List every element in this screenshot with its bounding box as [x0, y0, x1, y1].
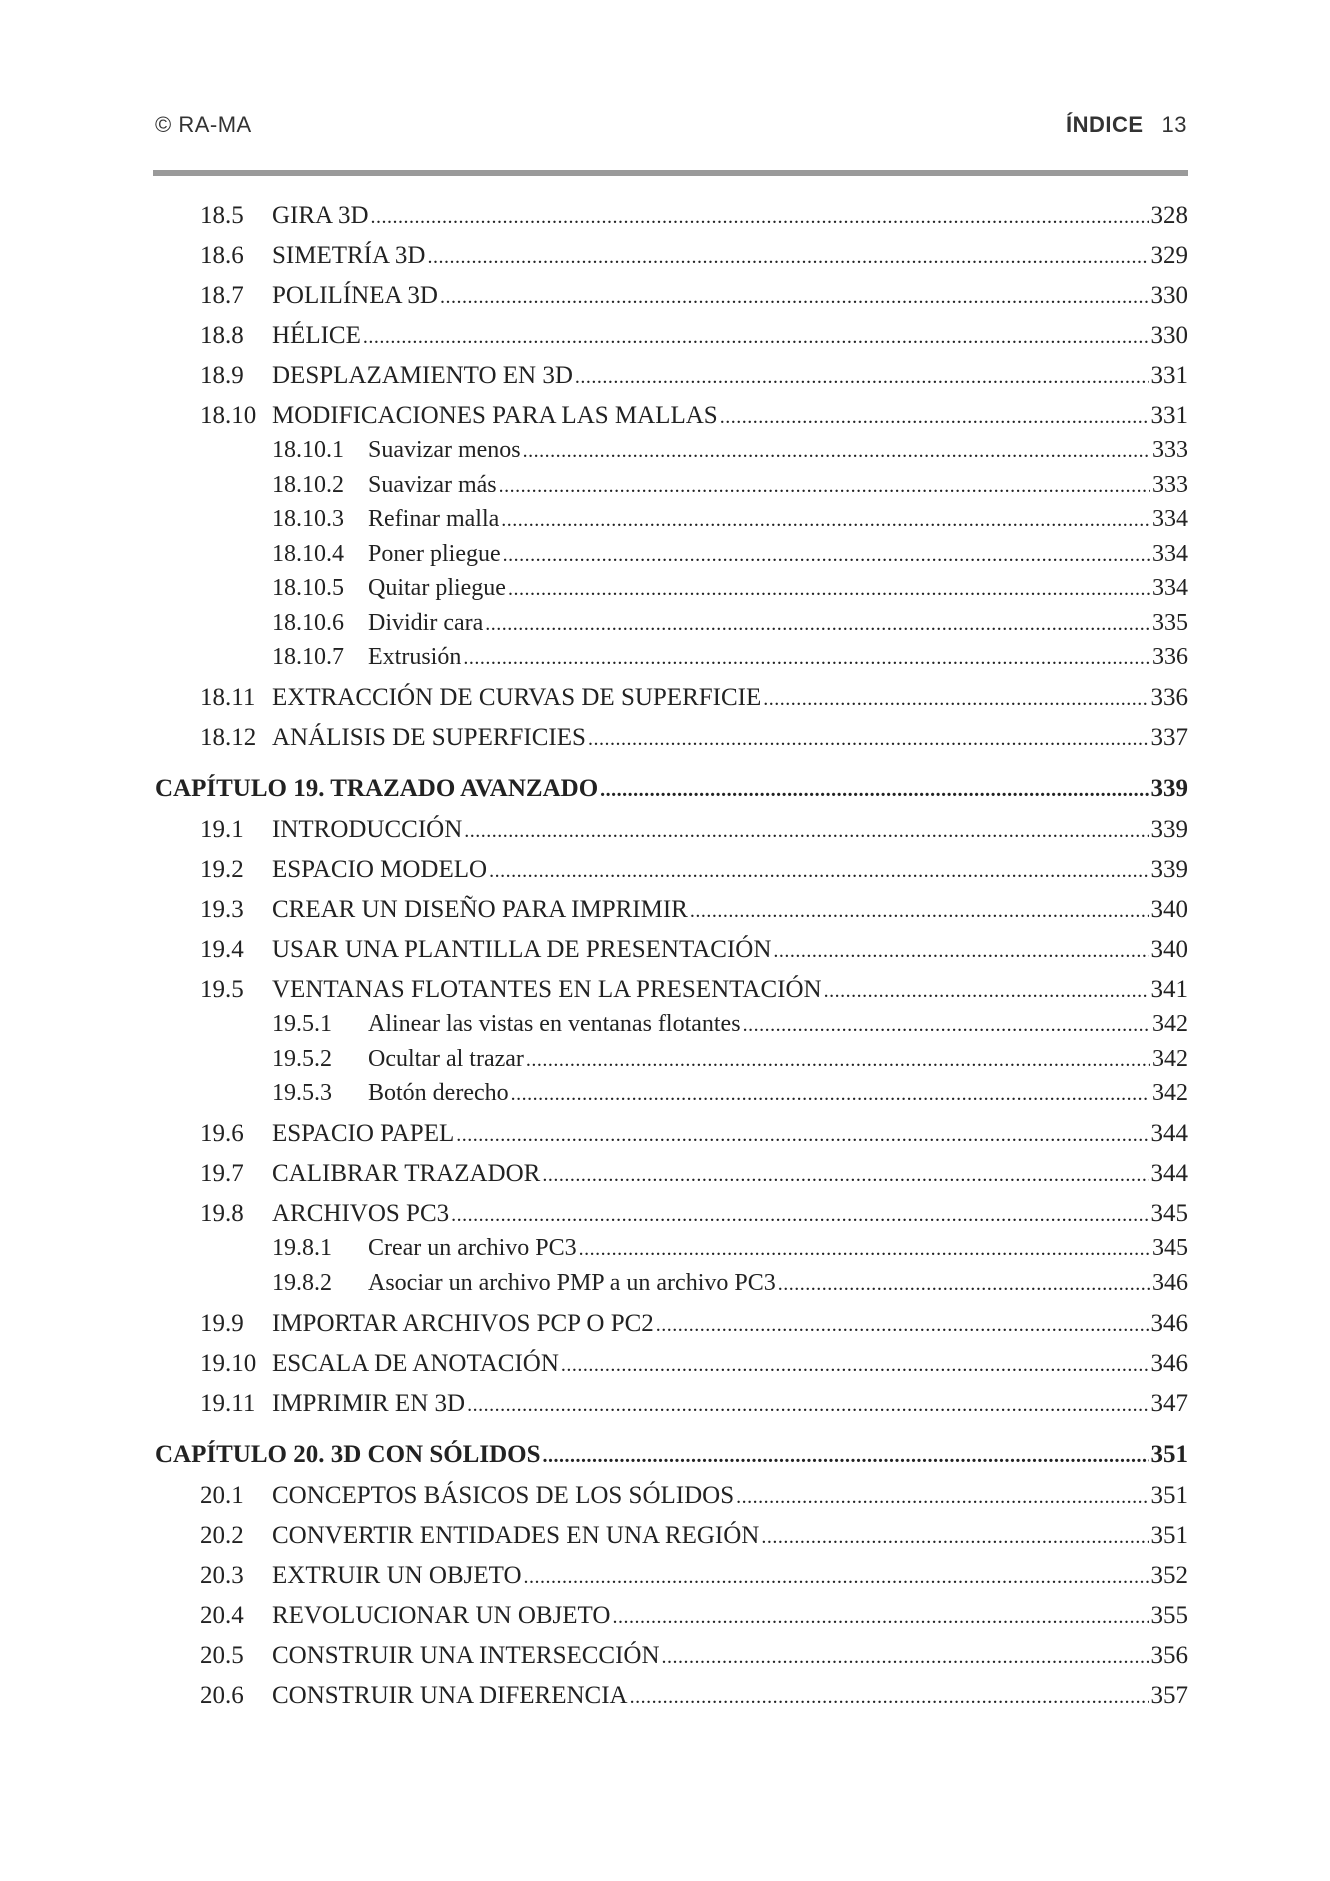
entry-title: CAPÍTULO 20. 3D CON SÓLIDOS [155, 1440, 541, 1468]
entry-title: GIRA 3D [272, 202, 369, 229]
entry-page-number: 351 [1150, 1521, 1188, 1549]
entry-number: 19.10 [200, 1349, 257, 1377]
dot-leader [427, 242, 1148, 270]
entry-title: Crear un archivo PC3 [368, 1235, 577, 1261]
entry-page-number: 345 [1152, 1235, 1188, 1261]
entry-number: 18.10.2 [272, 471, 344, 498]
header-right [1066, 112, 1187, 138]
entry-number: 19.5.3 [272, 1080, 332, 1106]
entry-number: 19.5 [200, 976, 244, 1003]
dot-leader [463, 644, 1150, 671]
entry-title: HÉLICE [272, 322, 361, 349]
entry-page-number: 333 [1152, 437, 1188, 463]
toc-entry [200, 896, 1188, 928]
toc-entry [200, 1310, 1188, 1342]
entry-number: 19.11 [200, 1389, 256, 1417]
dot-leader [499, 472, 1150, 499]
entry-number: 20.6 [200, 1681, 244, 1709]
toc-entry [272, 1046, 1188, 1078]
entry-title: ESPACIO PAPEL [272, 1120, 455, 1147]
toc-entry [200, 1482, 1188, 1514]
entry-page-number: 342 [1152, 1011, 1188, 1037]
entry-title: DESPLAZAMIENTO EN 3D [272, 362, 573, 389]
entry-title: Extrusión [368, 644, 462, 670]
toc-entry [200, 1602, 1188, 1634]
entry-title: CONSTRUIR UNA DIFERENCIA [272, 1681, 628, 1709]
publisher-label: © RA-MA [155, 112, 252, 137]
dot-leader [690, 896, 1149, 924]
entry-page-number: 355 [1150, 1601, 1188, 1629]
dot-leader [575, 362, 1149, 390]
dot-leader [656, 1310, 1149, 1338]
toc-entry [200, 1350, 1188, 1382]
entry-number: 18.11 [200, 684, 256, 711]
entry-title: ARCHIVOS PC3 [272, 1200, 450, 1227]
toc-entry [200, 322, 1188, 354]
entry-title: SIMETRÍA 3D [272, 242, 426, 269]
dot-leader [778, 1270, 1150, 1297]
entry-page-number: 342 [1152, 1045, 1188, 1072]
toc-entry [200, 1120, 1188, 1152]
dot-leader [440, 282, 1149, 310]
toc-entry [200, 1200, 1188, 1232]
dot-leader [743, 1011, 1150, 1038]
toc-entry [200, 362, 1188, 394]
entry-title: Quitar pliegue [368, 575, 506, 601]
entry-number: 20.2 [200, 1521, 244, 1549]
entry-page-number: 339 [1150, 775, 1188, 802]
entry-number: 18.7 [200, 282, 244, 309]
toc-entry [200, 1522, 1188, 1554]
toc-entry [200, 282, 1188, 314]
header-rule [153, 170, 1188, 176]
dot-leader [464, 816, 1148, 844]
toc-entry [200, 1160, 1188, 1192]
entry-number: 19.8 [200, 1200, 244, 1227]
toc-entry [200, 1390, 1188, 1422]
toc-chapter-entry [155, 775, 1188, 807]
entry-title: Botón derecho [368, 1080, 509, 1106]
page-number: 13 [1161, 112, 1187, 137]
entry-number: 19.1 [200, 816, 244, 843]
entry-page-number: 344 [1150, 1120, 1188, 1147]
dot-leader [503, 541, 1150, 568]
entry-page-number: 356 [1150, 1641, 1188, 1669]
entry-page-number: 351 [1150, 1481, 1188, 1509]
dot-leader [508, 575, 1150, 602]
toc-entry [272, 1235, 1188, 1267]
entry-number: 20.5 [200, 1641, 244, 1669]
toc-entry [272, 1011, 1188, 1043]
entry-title: Refinar malla [368, 506, 500, 532]
toc-entry [272, 610, 1188, 642]
entry-number: 19.7 [200, 1160, 244, 1187]
toc-entry [200, 202, 1188, 234]
dot-leader [630, 1682, 1149, 1710]
entry-number: 19.5.1 [272, 1011, 332, 1037]
dot-leader [579, 1235, 1150, 1262]
entry-number: 19.2 [200, 856, 244, 883]
dot-leader [523, 437, 1150, 464]
entry-page-number: 328 [1150, 202, 1188, 229]
entry-title: CALIBRAR TRAZADOR [272, 1160, 541, 1187]
dot-leader [489, 856, 1148, 884]
entry-number: 18.10.3 [272, 506, 344, 532]
toc-entry [272, 506, 1188, 538]
entry-number: 18.10.6 [272, 609, 344, 636]
entry-page-number: 344 [1150, 1160, 1188, 1187]
entry-title: CONCEPTOS BÁSICOS DE LOS SÓLIDOS [272, 1481, 735, 1509]
entry-number: 19.9 [200, 1309, 244, 1337]
entry-page-number: 339 [1150, 856, 1188, 883]
entry-title: CONVERTIR ENTIDADES EN UNA REGIÓN [272, 1521, 760, 1549]
entry-page-number: 345 [1150, 1200, 1188, 1227]
entry-title: Suavizar más [368, 471, 497, 498]
dot-leader [467, 1390, 1148, 1418]
entry-number: 18.8 [200, 322, 244, 349]
entry-number: 19.6 [200, 1120, 244, 1147]
entry-number: 18.10 [200, 402, 257, 429]
dot-leader [824, 976, 1149, 1004]
entry-title: EXTRUIR UN OBJETO [272, 1561, 522, 1589]
entry-title: VENTANAS FLOTANTES EN LA PRESENTACIÓN [272, 976, 822, 1003]
toc-entry [200, 856, 1188, 888]
entry-page-number: 346 [1150, 1309, 1188, 1337]
toc-entry [200, 816, 1188, 848]
entry-page-number: 331 [1150, 362, 1188, 389]
entry-title: IMPORTAR ARCHIVOS PCP O PC2 [272, 1309, 654, 1337]
entry-number: 18.10.5 [272, 575, 344, 601]
dot-leader [720, 402, 1149, 430]
toc-entry [272, 1270, 1188, 1302]
dot-leader [526, 1046, 1150, 1073]
entry-page-number: 352 [1150, 1561, 1188, 1589]
entry-page-number: 339 [1150, 816, 1188, 843]
entry-page-number: 337 [1150, 724, 1188, 751]
section-title: ÍNDICE [1065, 112, 1144, 137]
dot-leader [588, 724, 1149, 752]
toc-entry [272, 644, 1188, 676]
entry-title: Ocultar al trazar [368, 1045, 524, 1072]
dot-leader [736, 1482, 1148, 1510]
dot-leader [612, 1602, 1148, 1630]
entry-title: ANÁLISIS DE SUPERFICIES [272, 724, 586, 751]
running-header [153, 108, 1187, 144]
entry-page-number: 329 [1150, 242, 1188, 269]
entry-title: ESCALA DE ANOTACIÓN [272, 1349, 559, 1377]
dot-leader [763, 684, 1148, 712]
entry-page-number: 357 [1150, 1681, 1188, 1709]
dot-leader [456, 1120, 1148, 1148]
dot-leader [600, 775, 1148, 803]
entry-title: Alinear las vistas en ventanas flotantes [368, 1011, 741, 1037]
dot-leader [542, 1441, 1148, 1469]
entry-number: 19.8.2 [272, 1269, 332, 1296]
toc-entry [200, 684, 1188, 716]
entry-page-number: 334 [1152, 540, 1188, 567]
toc-entry [200, 976, 1188, 1008]
entry-number: 20.4 [200, 1601, 244, 1629]
entry-title: Suavizar menos [368, 437, 521, 463]
dot-leader [501, 506, 1150, 533]
toc-entry [272, 472, 1188, 504]
entry-page-number: 347 [1150, 1389, 1188, 1417]
entry-number: 19.8.1 [272, 1235, 332, 1261]
toc-entry [200, 402, 1188, 434]
entry-page-number: 330 [1150, 322, 1188, 349]
dot-leader [524, 1562, 1149, 1590]
entry-title: POLILÍNEA 3D [272, 282, 438, 309]
dot-leader [371, 202, 1149, 230]
entry-title: CAPÍTULO 19. TRAZADO AVANZADO [155, 775, 599, 802]
entry-title: ESPACIO MODELO [272, 856, 488, 883]
entry-number: 20.3 [200, 1561, 244, 1589]
entry-page-number: 336 [1152, 644, 1188, 670]
entry-title: REVOLUCIONAR UN OBJETO [272, 1601, 611, 1629]
dot-leader [561, 1350, 1149, 1378]
entry-number: 19.4 [200, 936, 244, 963]
toc-entry [200, 1642, 1188, 1674]
dot-leader [485, 610, 1150, 637]
dot-leader [662, 1642, 1149, 1670]
entry-page-number: 333 [1152, 471, 1188, 498]
entry-page-number: 351 [1150, 1440, 1188, 1468]
entry-title: CONSTRUIR UNA INTERSECCIÓN [272, 1641, 660, 1669]
toc-entry [200, 936, 1188, 968]
toc-entry [200, 724, 1188, 756]
toc-entry [272, 437, 1188, 469]
dot-leader [511, 1080, 1150, 1107]
entry-page-number: 334 [1152, 506, 1188, 532]
entry-title: Poner pliegue [368, 540, 501, 567]
entry-page-number: 340 [1150, 936, 1188, 963]
entry-page-number: 334 [1152, 575, 1188, 601]
entry-page-number: 342 [1152, 1080, 1188, 1106]
entry-page-number: 341 [1150, 976, 1188, 1003]
entry-title: EXTRACCIÓN DE CURVAS DE SUPERFICIE [272, 684, 762, 711]
entry-title: MODIFICACIONES PARA LAS MALLAS [272, 402, 718, 429]
entry-number: 19.3 [200, 896, 244, 923]
entry-number: 19.5.2 [272, 1045, 332, 1072]
entry-page-number: 346 [1152, 1269, 1188, 1296]
toc-entry [200, 242, 1188, 274]
entry-title: Asociar un archivo PMP a un archivo PC3 [368, 1269, 776, 1296]
entry-title: INTRODUCCIÓN [272, 816, 463, 843]
entry-number: 18.12 [200, 724, 257, 751]
entry-page-number: 346 [1150, 1349, 1188, 1377]
entry-title: USAR UNA PLANTILLA DE PRESENTACIÓN [272, 936, 772, 963]
toc-entry [272, 1080, 1188, 1112]
entry-page-number: 331 [1150, 402, 1188, 429]
toc-entry [272, 541, 1188, 573]
entry-number: 18.10.1 [272, 437, 344, 463]
entry-number: 18.10.4 [272, 540, 344, 567]
toc-entry [200, 1682, 1188, 1714]
toc-entry [272, 575, 1188, 607]
entry-number: 18.9 [200, 362, 244, 389]
dot-leader [542, 1160, 1148, 1188]
entry-page-number: 336 [1150, 684, 1188, 711]
dot-leader [773, 936, 1148, 964]
entry-number: 18.5 [200, 202, 244, 229]
dot-leader [761, 1522, 1148, 1550]
toc-entry [200, 1562, 1188, 1594]
entry-number: 20.1 [200, 1481, 244, 1509]
entry-title: IMPRIMIR EN 3D [272, 1389, 466, 1417]
entry-page-number: 335 [1152, 609, 1188, 636]
entry-title: Dividir cara [368, 609, 484, 636]
entry-number: 18.6 [200, 242, 244, 269]
entry-page-number: 330 [1150, 282, 1188, 309]
dot-leader [451, 1200, 1148, 1228]
entry-title: CREAR UN DISEÑO PARA IMPRIMIR [272, 896, 688, 923]
entry-page-number: 340 [1150, 896, 1188, 923]
entry-number: 18.10.7 [272, 644, 344, 670]
dot-leader [363, 322, 1149, 350]
toc-chapter-entry [155, 1441, 1188, 1473]
